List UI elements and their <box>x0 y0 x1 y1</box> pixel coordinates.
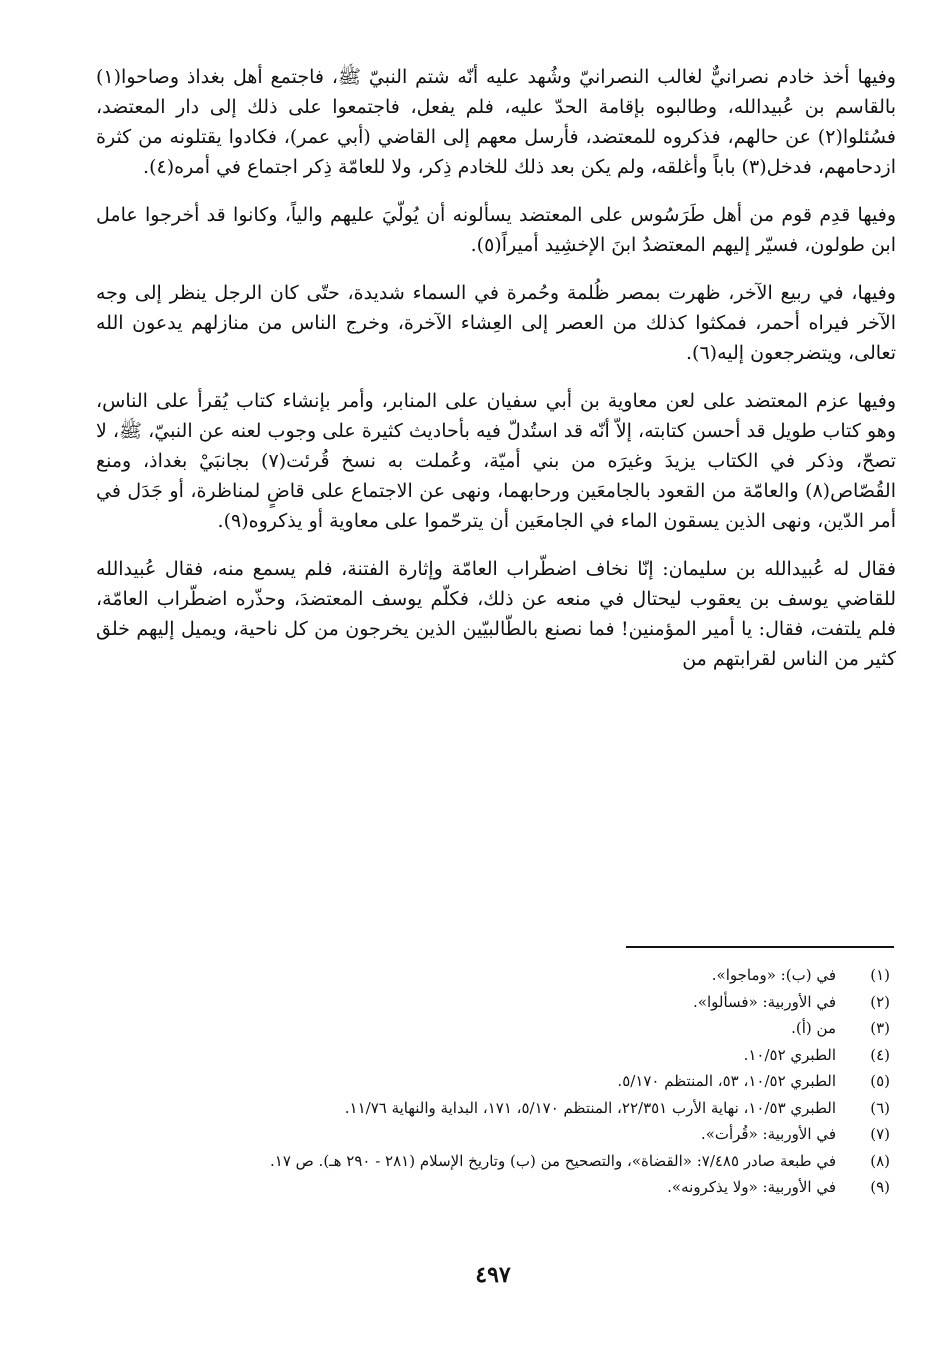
footnote-number: (٨) <box>870 1151 890 1170</box>
footnote-text: الطبري ١٠/٥٢، ٥٣، المنتظم ٥/١٧٠. <box>617 1072 836 1090</box>
footnote <box>96 1121 896 1148</box>
footnote-text: في الأوربية: «قُرأت». <box>700 1125 836 1143</box>
footnote-text: في الأوربية: «ولا يذكرونه». <box>667 1178 836 1196</box>
paragraph: وفيها قدِم قوم من أهل طَرَسُوس على المعتضد يسألونه أن يُولّيَ عليهم والياً، وكانوا قد أخرجوا عامل ابن طولون، فسيّر إليهم المعتضدُ ابنَ الإخشِيد أميراً(٥). <box>96 204 896 256</box>
footnote-text: من (أ). <box>791 1019 836 1037</box>
footnote-number: (٢) <box>870 992 890 1011</box>
footnote-number: (٣) <box>870 1019 890 1037</box>
footnote <box>96 1095 896 1122</box>
footnote-number: (٤) <box>870 1045 890 1064</box>
footnote <box>96 989 896 1016</box>
paragraph: وفيها أخذ خادم نصرانيٌّ لغالب النصرانيّ وشُهد عليه أنّه شتم النبيّ ﷺ، فاجتمع أهل بغداذ وصاحوا(١) بالقاسم بن عُبيدالله، وطالبوه بإقامة الحدّ عليه، فلم يفعل، فاجتمعوا على ذلك إلى دار المعتضد، فسُئلوا(٢) عن حالهم، فذكروه للمعتضد، فأرسل معهم إلى القاضي (أبي عمر)، فكادوا يقتلونه من كثرة ازدحامهم، فدخل(٣) باباً وأغلقه، ولم يكن بعد ذلك للخادم ذِكر، ولا للعامّة ذِكر اجتماع في أمره(٤). <box>96 66 896 178</box>
footnote <box>96 962 896 989</box>
footnote <box>96 1042 896 1069</box>
footnote-number: (٥) <box>870 1072 890 1090</box>
footnote-number: (٩) <box>870 1178 890 1196</box>
footnote-number: (١) <box>870 966 890 984</box>
footnote-text: في (ب): «وماجوا». <box>711 966 836 984</box>
footnote-text: في الأوربية: «فسألوا». <box>693 992 836 1011</box>
footnote <box>96 1148 896 1175</box>
page-number: ٤٩٧ <box>475 1262 511 1288</box>
footnote <box>96 1174 896 1201</box>
paragraph: وفيها عزم المعتضد على لعن معاوية بن أبي سفيان على المنابر، وأمر بإنشاء كتاب يُقرأ على الناس، وهو كتاب طويل قد أحسن كتابته، إلاّ أنّه قد استُدلّ فيه بأحاديث كثيرة على وجوب لعنه عن النبيّ، ﷺ، لا تصحّ، وذكر في الكتاب يزيدَ وغيرَه من بني أميّة، وعُملت به نسخ قُرئت(٧) بجانبَيْ بغداذ، ومنع القُصّاص(٨) والعامّة من القعود بالجامعَين ورحابهما، ونهى عن الاجتماع على قاضٍ لمناظرة، أو جَدَل في أمر الدّين، ونهى الذين يسقون الماء في الجامعَين أن يترحّموا على معاوية أو يذكروه(٩). <box>96 390 896 532</box>
footnote-text: في طبعة صادر ٧/٤٨٥: «القضاة»، والتصحيح من (ب) وتاريخ الإسلام (٢٨١ - ٢٩٠ هـ). ص ١٧. <box>269 1151 836 1170</box>
footnote-divider <box>626 946 894 948</box>
footnotes-list <box>96 962 896 1201</box>
main-text <box>96 62 896 692</box>
footnote-number: (٦) <box>870 1098 890 1117</box>
footnote <box>96 1068 896 1095</box>
paragraph: وفيها، في ربيع الآخر، ظهرت بمصر ظُلمة وحُمرة في السماء شديدة، حتّى كان الرجل ينظر إلى وجه الآخر فيراه أحمر، فمكثوا كذلك من العصر إلى العِشاء الآخرة، وخرج الناس من منازلهم يدعون الله تعالى، ويتضرجعون إليه(٦). <box>96 282 896 364</box>
footnote-text: الطبري ١٠/٥٣، نهاية الأرب ٢٢/٣٥١، المنتظم ٥/١٧٠، ١٧١، البداية والنهاية ١١/٧٦. <box>344 1098 836 1117</box>
paragraph: فقال له عُبيدالله بن سليمان: إنّا نخاف اضطّراب العامّة وإثارة الفتنة، فلم يسمع منه، فقال عُبيدالله للقاضي يوسف بن يعقوب ليحتال في منعه عن ذلك، فكلّم يوسف المعتضدَ، وحذّره اضطّراب العامّة، فلم يلتفت، فقال: يا أمير المؤمنين! فما نصنع بالطّالبيّين الذين يخرجون من كل ناحية، ويميل إليهم خلق كثير من الناس لقرابتهم من <box>96 558 896 670</box>
footnote-number: (٧) <box>870 1125 890 1143</box>
footnote-text: الطبري ١٠/٥٢. <box>743 1045 836 1064</box>
footnote <box>96 1015 896 1042</box>
